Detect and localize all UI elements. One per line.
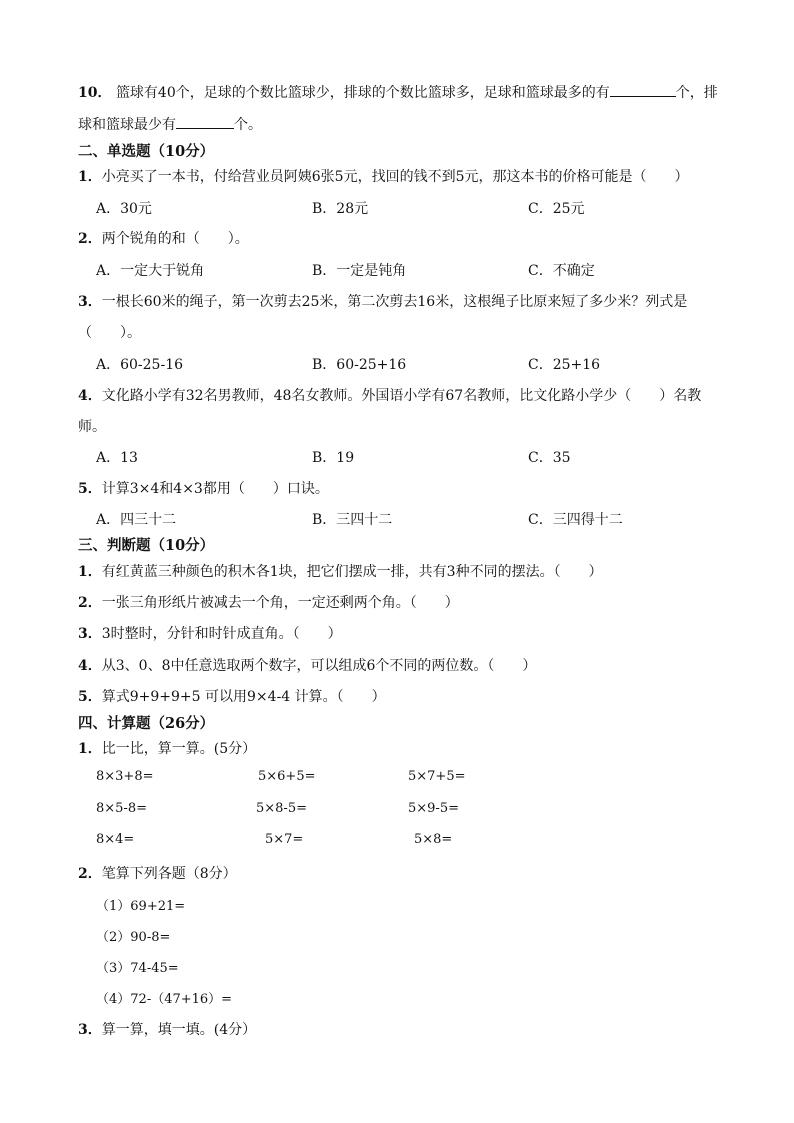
question-text: 小亮买了一本书，付给营业员阿姨6张5元，找回的钱不到5元，那这本书的价格可能是（ ） <box>101 169 689 185</box>
calc-item: 5×8= <box>414 832 453 847</box>
option-c[interactable]: C．不确定 <box>528 263 595 279</box>
question-text: 篮球有40个，足球的个数比篮球少，排球的个数比篮球多，足球和篮球最多的有 <box>115 85 610 101</box>
option-b[interactable]: B．28元 <box>312 201 369 217</box>
option-b[interactable]: B．60-25+16 <box>312 357 407 373</box>
sc-question-2 <box>78 228 249 248</box>
option-c[interactable]: C．25+16 <box>528 357 601 373</box>
option-c[interactable]: C．三四得十二 <box>528 512 623 528</box>
question-number: 4． <box>78 658 102 674</box>
question-number: 2． <box>78 866 102 882</box>
tf-question-2 <box>78 592 459 612</box>
question-text: 个。 <box>234 117 262 133</box>
question-text: 个，排 <box>675 85 718 101</box>
option-b[interactable]: B．一定是钝角 <box>312 263 407 279</box>
section-heading-single-choice: 二、单选题（10分） <box>78 143 215 160</box>
option-b[interactable]: B．19 <box>312 450 355 466</box>
calc-item: 5×9-5= <box>408 801 459 816</box>
option-a[interactable]: A．四三十二 <box>96 512 177 528</box>
question-text: 文化路小学有32名男教师，48名女教师。外国语小学有67名教师，比文化路小学少（ ）名教 <box>101 388 702 404</box>
option-c[interactable]: C．25元 <box>528 201 585 217</box>
calc-item: 8×4= <box>96 832 135 847</box>
question-number: 1． <box>78 564 102 580</box>
calc-question-3 <box>78 1019 256 1039</box>
written-calc-item: （3）74-45= <box>96 961 179 976</box>
calc-question-1 <box>78 738 256 758</box>
question-text: 一张三角形纸片被减去一个角，一定还剩两个角。（ ） <box>101 595 459 611</box>
question-text: 有红黄蓝三种颜色的积木各1块，把它们摆成一排，共有3种不同的摆法。（ ） <box>101 564 603 580</box>
question-text: 算式9+9+9+5 可以用9×4-4 计算。（ ） <box>101 689 386 705</box>
question-number: 3． <box>78 626 102 642</box>
option-c[interactable]: C．35 <box>528 450 571 466</box>
sc-question-3 <box>78 291 687 311</box>
answer-blank[interactable] <box>176 116 234 129</box>
sc-question-4-line2: 师。 <box>78 419 106 435</box>
question-number: 4． <box>78 388 102 404</box>
option-a[interactable]: A．60-25-16 <box>96 357 184 373</box>
question-text: 笔算下列各题（8分） <box>101 866 237 882</box>
section-heading-true-false: 三、判断题（10分） <box>78 537 215 554</box>
calc-item: 8×3+8= <box>96 769 154 784</box>
written-calc-item: （2）90-8= <box>96 930 171 945</box>
question-number: 3． <box>78 294 102 310</box>
calc-item: 5×8-5= <box>256 801 307 816</box>
tf-question-5 <box>78 686 386 706</box>
option-a[interactable]: A．一定大于锐角 <box>96 263 205 279</box>
sc-question-3-line2: （ ）。 <box>78 325 141 341</box>
question-number: 5． <box>78 481 102 497</box>
tf-question-1 <box>78 561 603 581</box>
question-text: 计算3×4和4×3都用（ ）口诀。 <box>101 481 329 497</box>
section-heading-calculation: 四、计算题（26分） <box>78 715 215 732</box>
question-text: 从3、0、8中任意选取两个数字，可以组成6个不同的两位数。（ ） <box>101 658 537 674</box>
question-text: 球和篮球最少有 <box>78 117 176 133</box>
question-number: 10． <box>78 85 112 101</box>
question-text: 3时整时，分针和时针成直角。（ ） <box>101 626 342 642</box>
question-text: 比一比，算一算。(5分） <box>101 741 257 757</box>
question-text: 一根长60米的绳子，第一次剪去25米，第二次剪去16米，这根绳子比原来短了多少米？列式是 <box>101 294 688 310</box>
question-number: 3． <box>78 1022 102 1038</box>
question-number: 5． <box>78 689 102 705</box>
calc-item: 5×7= <box>265 832 304 847</box>
calc-item: 5×7+5= <box>408 769 466 784</box>
option-a[interactable]: A．13 <box>96 450 138 466</box>
question-number: 2． <box>78 231 102 247</box>
question-number: 2． <box>78 595 102 611</box>
calc-item: 8×5-8= <box>96 801 147 816</box>
question-text: 两个锐角的和（ ）。 <box>101 231 249 247</box>
written-calc-item: （4）72-（47+16）= <box>96 992 233 1007</box>
sc-question-4 <box>78 385 701 405</box>
calc-question-2 <box>78 863 237 883</box>
sc-question-1 <box>78 166 688 186</box>
question-number: 1． <box>78 169 102 185</box>
written-calc-item: （1）69+21= <box>96 899 186 914</box>
question-10-line1 <box>78 82 718 102</box>
question-number: 1． <box>78 741 102 757</box>
tf-question-4 <box>78 655 536 675</box>
question-10-line2 <box>78 114 262 134</box>
option-a[interactable]: A．30元 <box>96 201 152 217</box>
question-text: 算一算，填一填。(4分） <box>101 1022 257 1038</box>
answer-blank[interactable] <box>610 84 676 97</box>
sc-question-5 <box>78 478 329 498</box>
option-b[interactable]: B．三四十二 <box>312 512 393 528</box>
calc-item: 5×6+5= <box>258 769 316 784</box>
tf-question-3 <box>78 623 342 643</box>
